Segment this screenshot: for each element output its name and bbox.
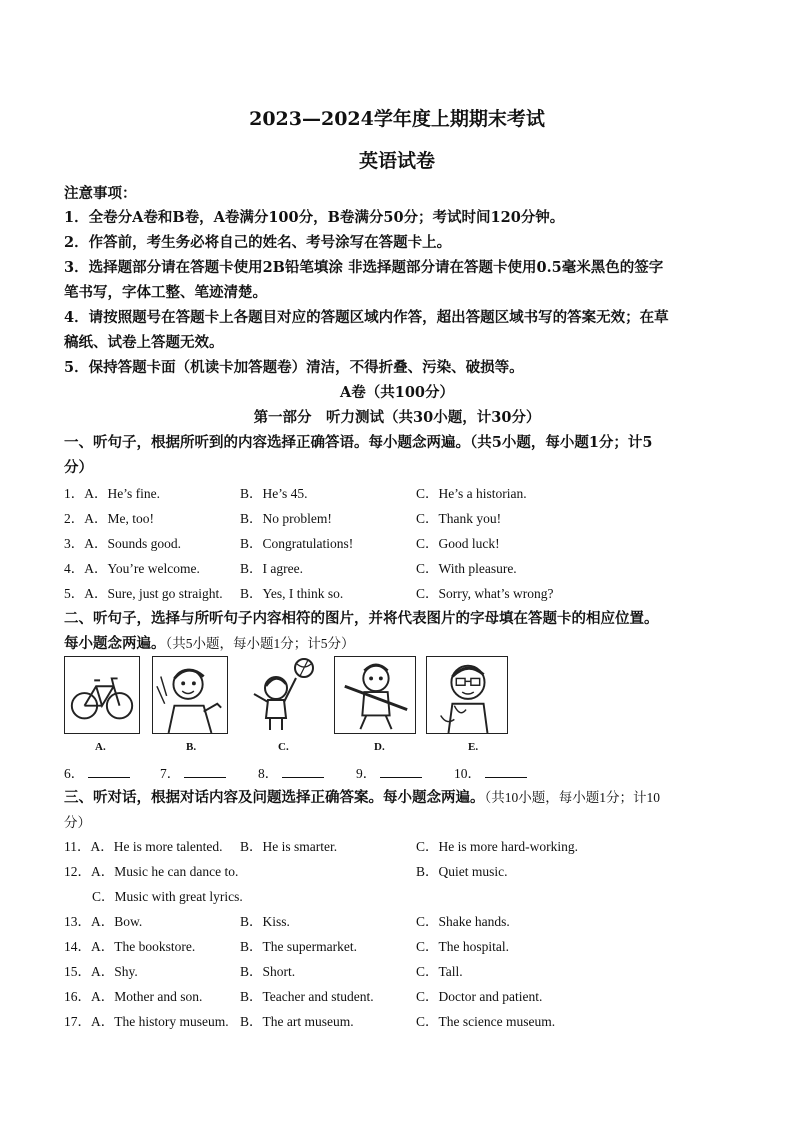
blank-number: 8． [258,766,279,781]
picture-man-with-glasses [426,656,508,734]
option-c: C．Good luck! [416,536,500,551]
boy-icon [153,657,227,733]
option-c: C．Shake hands. [416,914,510,929]
section-a-heading: A卷（共100分） [339,384,455,401]
question-16: 16．A．Mother and son. [64,989,203,1004]
option-b: B．The supermarket. [240,939,357,954]
blank-number: 10． [454,766,481,781]
answer-blank-10[interactable] [454,762,527,782]
question-5: 5．A．Sure, just go straight. [64,586,223,601]
part1-heading: 第一部分 听力测试（共30小题，计30分） [253,409,541,426]
section3-instruction [64,786,660,807]
answer-blank-9[interactable] [356,762,422,782]
option-b: B．He’s 45. [240,486,308,501]
question-1: 1．A．He’s fine. [64,486,160,501]
option-b: B．The art museum. [240,1014,354,1029]
picture-label-d: D. [374,741,385,753]
notice-item: 2．作答前，考生务必将自己的姓名、考号涂写在答题卡上。 [64,234,452,251]
section3-instruction-text: 三、听对话，根据对话内容及问题选择正确答案。每小题念两遍。 [64,789,485,806]
question-17: 17．A．The history museum. [64,1014,229,1029]
option-c: C．Thank you! [416,511,502,526]
notice-item: 5．保持答题卡面（机读卡加答题卷）清洁，不得折叠、污染、破损等。 [64,359,524,376]
notice-item: 笔书写，字体工整、笔迹清楚。 [64,284,267,301]
exam-subtitle: 英语试卷 [358,150,435,172]
option-c: C．Sorry, what’s wrong? [416,586,554,601]
option-b: B．He is smarter. [240,839,338,854]
section1-instruction-cont: 分） [64,459,93,476]
notice-item: 1．全卷分A卷和B卷，A卷满分100分，B卷满分50分；考试时间120分钟。 [64,209,565,226]
option-b: B．Quiet music. [416,864,508,879]
question-12: 12．A．Music he can dance to. [64,864,239,879]
picture-monkey-king [334,656,416,734]
section2-instruction-text: 每小题念两遍。 [64,635,166,652]
exam-title: 2023—2024学年度上期期末考试 [249,108,545,130]
notice-heading: 注意事项： [64,185,137,202]
option-b: B．Short. [240,964,296,979]
option-c: C．Music with great lyrics. [92,889,243,904]
answer-blank-6[interactable] [64,762,130,782]
blank-number: 6． [64,766,85,781]
picture-boy-with-watch [152,656,228,734]
monkey-icon [335,657,415,733]
section3-instruction-cont: 分） [64,815,91,830]
option-c: C．He’s a historian. [416,486,527,501]
answer-blank-7[interactable] [160,762,226,782]
question-11: 11．A．He is more talented. [64,839,223,854]
option-b: B．Yes, I think so. [240,586,344,601]
picture-label-b: B. [186,741,197,753]
question-4: 4．A．You’re welcome. [64,561,200,576]
option-c: C．The science museum. [416,1014,556,1029]
option-b: B．Teacher and student. [240,989,374,1004]
section2-points: （共5小题，每小题1分；计5分） [165,636,355,651]
question-2: 2．A．Me, too! [64,511,154,526]
volleyball-kid-icon [242,656,322,734]
blank-number: 9． [356,766,377,781]
section3-points: （共10小题，每小题1分；计10 [484,790,660,805]
option-c: C．The hospital. [416,939,509,954]
option-b: B．Congratulations! [240,536,354,551]
question-14: 14．A．The bookstore. [64,939,196,954]
section2-instruction-cont [64,632,355,653]
blank-number: 7． [160,766,181,781]
option-c: C．With pleasure. [416,561,517,576]
answer-blank-8[interactable] [258,762,324,782]
option-c: C．Tall. [416,964,463,979]
option-b: B．Kiss. [240,914,290,929]
bicycle-icon [65,657,139,733]
notice-item: 4．请按照题号在答题卡上各题目对应的答题区域内作答，超出答题区域书写的答案无效；在草 [64,309,669,326]
picture-bicycle [64,656,140,734]
picture-label-e: E. [468,741,479,753]
option-c: C．Doctor and patient. [416,989,543,1004]
picture-label-a: A. [95,741,106,753]
man-glasses-icon [427,657,507,733]
section2-instruction: 二、听句子，选择与所听句子内容相符的图片，并将代表图片的字母填在答题卡的相应位置。 [64,610,659,627]
option-b: B．I agree. [240,561,303,576]
option-c: C．He is more hard-working. [416,839,578,854]
notice-item: 稿纸、试卷上答题无效。 [64,334,224,351]
notice-item: 3．选择题部分请在答题卡使用2B铅笔填涂 非选择题部分请在答题卡使用0.5毫米黑色的签字 [64,259,664,276]
section1-instruction: 一、听句子，根据所听到的内容选择正确答语。每小题念两遍。（共5小题，每小题1分；计5 [64,434,653,451]
picture-label-c: C. [278,741,289,753]
question-15: 15．A．Shy. [64,964,138,979]
question-3: 3．A．Sounds good. [64,536,182,551]
question-13: 13．A．Bow. [64,914,143,929]
option-b: B．No problem! [240,511,332,526]
picture-kid-volleyball [242,656,322,734]
